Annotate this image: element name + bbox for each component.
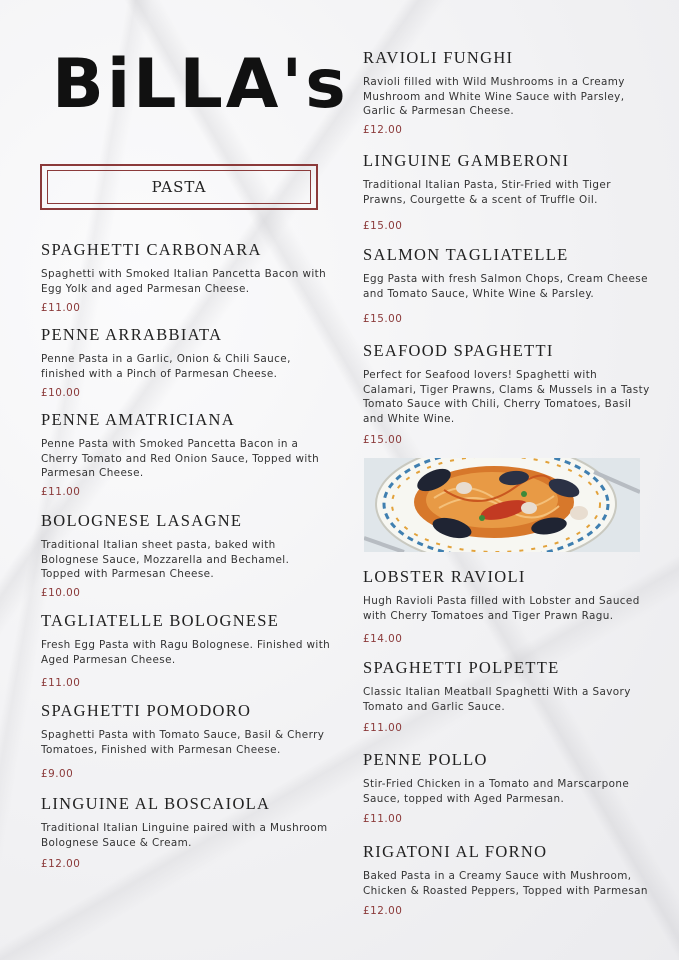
- menu-item-penne-amatriciana: [41, 410, 331, 498]
- menu-item-rigatoni-al-forno: [363, 842, 653, 917]
- menu-item-tagliatelle-bolognese: [41, 611, 331, 689]
- item-description: Traditional Italian Linguine paired with a Mushroom Bolognese Sauce & Cream.: [41, 822, 328, 849]
- item-name: SEAFOOD SPAGHETTI: [363, 341, 554, 360]
- item-price: £12.00: [41, 858, 81, 870]
- menu-item-linguine-gamberoni: [363, 151, 653, 232]
- item-description: Spaghetti with Smoked Italian Pancetta Bacon with Egg Yolk and aged Parmesan Cheese.: [41, 268, 327, 295]
- item-description: Classic Italian Meatball Spaghetti With a Savory Tomato and Garlic Sauce.: [363, 686, 631, 713]
- item-description: Ravioli filled with Wild Mushrooms in a Creamy Mushroom and White Wine Sauce with Parsley, Garlic & Parmesan Cheese.: [363, 76, 625, 117]
- item-description: Traditional Italian sheet pasta, baked with Bolognese Sauce, Mozzarella and Bechamel. Topped with Parmesan Cheese.: [41, 539, 290, 580]
- menu-item-lobster-ravioli: [363, 567, 653, 645]
- item-name: LINGUINE GAMBERONI: [363, 151, 570, 170]
- item-price: £9.00: [41, 768, 74, 780]
- item-name: LOBSTER RAVIOLI: [363, 567, 526, 586]
- item-name: RIGATONI AL FORNO: [363, 842, 548, 861]
- item-price: £11.00: [363, 813, 403, 825]
- pasta-section-header: [40, 164, 318, 210]
- menu-item-bolognese-lasagne: [41, 511, 331, 599]
- menu-item-penne-arrabbiata: [41, 325, 331, 399]
- item-name: TAGLIATELLE BOLOGNESE: [41, 611, 280, 630]
- item-description: Hugh Ravioli Pasta filled with Lobster and Sauced with Cherry Tomatoes and Tiger Prawn Ragu.: [363, 595, 640, 622]
- billas-logo: BiLLA's: [52, 45, 349, 124]
- item-name: SPAGHETTI CARBONARA: [41, 240, 262, 259]
- seafood-spaghetti-photo: [364, 458, 640, 552]
- item-description: Traditional Italian Pasta, Stir-Fried with Tiger Prawns, Courgette & a scent of Truffle Oil.: [363, 179, 611, 206]
- menu-item-spaghetti-pomodoro: [41, 701, 331, 780]
- item-price: £12.00: [363, 124, 403, 136]
- item-description: Baked Pasta in a Creamy Sauce with Mushroom, Chicken & Roasted Peppers, Topped with Parmesan: [363, 870, 648, 897]
- item-name: RAVIOLI FUNGHI: [363, 48, 514, 67]
- item-name: PENNE ARRABBIATA: [41, 325, 223, 344]
- item-name: LINGUINE AL BOSCAIOLA: [41, 794, 271, 813]
- item-price: £12.00: [363, 905, 403, 917]
- menu-item-spaghetti-carbonara: [41, 240, 331, 314]
- menu-item-seafood-spaghetti: [363, 341, 653, 446]
- item-price: £11.00: [41, 486, 81, 498]
- item-price: £15.00: [363, 220, 403, 232]
- menu-item-salmon-tagliatelle: [363, 245, 653, 325]
- item-description: Egg Pasta with fresh Salmon Chops, Cream Cheese and Tomato Sauce, White Wine & Parsley.: [363, 273, 648, 300]
- item-price: £10.00: [41, 587, 81, 599]
- item-price: £15.00: [363, 313, 403, 325]
- item-description: Fresh Egg Pasta with Ragu Bolognese. Finished with Aged Parmesan Cheese.: [41, 639, 331, 666]
- item-price: £15.00: [363, 434, 403, 446]
- item-price: £11.00: [41, 302, 81, 314]
- item-name: PENNE POLLO: [363, 750, 488, 769]
- item-name: BOLOGNESE LASAGNE: [41, 511, 243, 530]
- item-name: SPAGHETTI POMODORO: [41, 701, 252, 720]
- item-description: Penne Pasta in a Garlic, Onion & Chili Sauce, finished with a Pinch of Parmesan Cheese.: [41, 353, 291, 380]
- item-price: £14.00: [363, 633, 403, 645]
- menu-item-ravioli-funghi: [363, 48, 653, 136]
- section-title: PASTA: [47, 170, 311, 204]
- item-price: £11.00: [363, 722, 403, 734]
- item-description: Spaghetti Pasta with Tomato Sauce, Basil & Cherry Tomatoes, Finished with Parmesan Cheese.: [41, 729, 325, 756]
- item-price: £10.00: [41, 387, 81, 399]
- item-description: Stir-Fried Chicken in a Tomato and Marscarpone Sauce, topped with Aged Parmesan.: [363, 778, 630, 805]
- menu-item-penne-pollo: [363, 750, 653, 825]
- item-description: Penne Pasta with Smoked Pancetta Bacon in a Cherry Tomato and Red Onion Sauce, Topped with Parmesan Cheese.: [41, 438, 320, 479]
- item-price: £11.00: [41, 677, 81, 689]
- pasta-plate-image: [364, 458, 640, 552]
- menu-item-spaghetti-polpette: [363, 658, 653, 734]
- item-description: Perfect for Seafood lovers! Spaghetti with Calamari, Tiger Prawns, Clams & Mussels in a Tasty Tomato Sauce with Chili, Cherry Tomatoes, Basil and White Wine.: [363, 369, 650, 425]
- menu-item-linguine-al-boscaiola: [41, 794, 331, 870]
- item-name: PENNE AMATRICIANA: [41, 410, 235, 429]
- item-name: SPAGHETTI POLPETTE: [363, 658, 560, 677]
- item-name: SALMON TAGLIATELLE: [363, 245, 569, 264]
